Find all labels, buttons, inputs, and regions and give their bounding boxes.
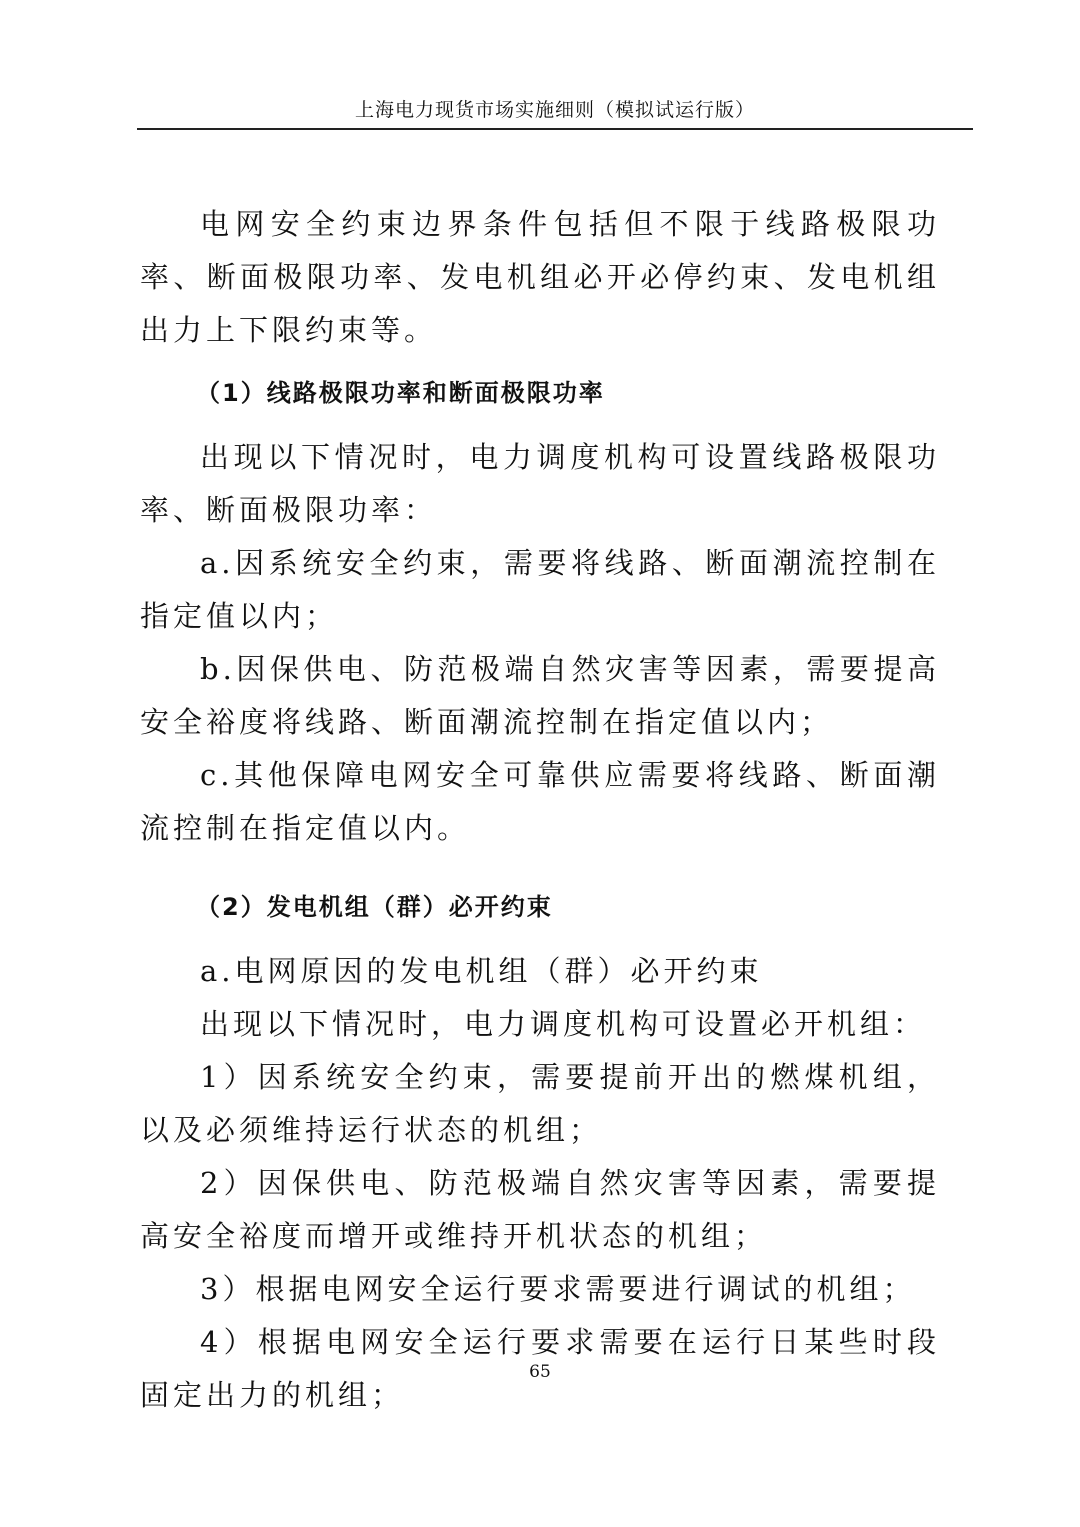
intro-paragraph: 电网安全约束边界条件包括但不限于线路极限功率、断面极限功率、发电机组必开必停约束、发电机组出力上下限约束等。	[140, 207, 940, 347]
section-2-item-2: 2）因保供电、防范极端自然灾害等因素，需要提高安全裕度而增开或维持开机状态的机组；	[140, 1166, 940, 1253]
page-header: 上海电力现货市场实施细则（模拟试运行版）	[354, 99, 755, 121]
section-2-item-4: 4）根据电网安全运行要求需要在运行日某些时段固定出力的机组；	[140, 1325, 940, 1412]
section-1-heading: （1）线路极限功率和断面极限功率	[196, 379, 605, 407]
document-body	[140, 198, 940, 1422]
page-number: 65	[529, 1362, 551, 1382]
section-1-item-b: b.因保供电、防范极端自然灾害等因素，需要提高安全裕度将线路、断面潮流控制在指定值以内；	[140, 652, 940, 739]
section-2-heading: （2）发电机组（群）必开约束	[196, 893, 553, 921]
section-1-item-c: c.其他保障电网安全可靠供应需要将线路、断面潮流控制在指定值以内。	[140, 758, 940, 845]
section-2-lead: 出现以下情况时，电力调度机构可设置必开机组：	[200, 1007, 927, 1041]
section-2-item-3: 3）根据电网安全运行要求需要进行调试的机组；	[200, 1272, 916, 1306]
section-1-lead: 出现以下情况时，电力调度机构可设置线路极限功率、断面极限功率：	[140, 440, 940, 527]
section-gap	[140, 855, 940, 871]
section-2-subheading: a.电网原因的发电机组（群）必开约束	[200, 954, 763, 988]
section-2-item-1: 1）因系统安全约束，需要提前开出的燃煤机组，以及必须维持运行状态的机组；	[140, 1060, 940, 1147]
header-divider	[137, 128, 973, 130]
section-1-item-a: a.因系统安全约束，需要将线路、断面潮流控制在指定值以内；	[140, 546, 940, 633]
